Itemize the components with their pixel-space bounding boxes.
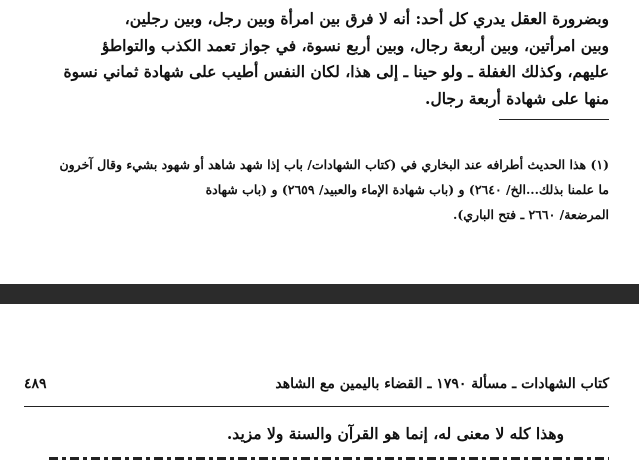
paragraph-line: عليهم، وكذلك الغفلة ـ ولو حينا ـ إلى هذا، لكان النفس أطيب على شهادة ثماني نسوة xyxy=(63,62,609,81)
main-paragraph xyxy=(24,6,609,112)
page-separator xyxy=(0,284,639,304)
page-number: ٤٨٩ xyxy=(24,376,47,392)
running-header xyxy=(24,376,609,398)
header-title: كتاب الشهادات ـ مسألة ١٧٩٠ ـ القضاء باليمين مع الشاهد xyxy=(275,376,609,392)
paragraph-line: وبين امرأتين، وبين أربعة رجال، وبين أربع نسوة، في جواز تعمد الكذب والتواطؤ xyxy=(101,35,609,55)
paragraph-line: منها على شهادة أربعة رجال. xyxy=(425,88,609,108)
bottom-page xyxy=(0,304,639,461)
footnote-line: المرضعة/ ٢٦٦٠ ـ فتح الباري). xyxy=(452,207,609,222)
footnote-line: ما علمنا بذلك...الخ/ ٢٦٤٠) و (باب شهادة الإماء والعبيد/ ٢٦٥٩) و (باب شهادة xyxy=(205,182,609,197)
footnote xyxy=(24,152,609,227)
paragraph-line: وبضرورة العقل يدري كل أحد: أنه لا فرق بين امرأة وبين رجل، وبين رجلين، xyxy=(124,9,609,28)
cut-off-text-line xyxy=(49,452,609,461)
footnote-divider xyxy=(499,119,609,120)
header-divider xyxy=(24,406,609,407)
body-text-line: وهذا كله لا معنى له، إنما هو القرآن والسنة ولا مزيد. xyxy=(226,424,564,443)
footnote-line: (١) هذا الحديث أطرافه عند البخاري في (كتاب الشهادات/ باب إذا شهد شاهد أو شهود بشيء وقال آخرون xyxy=(59,157,609,172)
